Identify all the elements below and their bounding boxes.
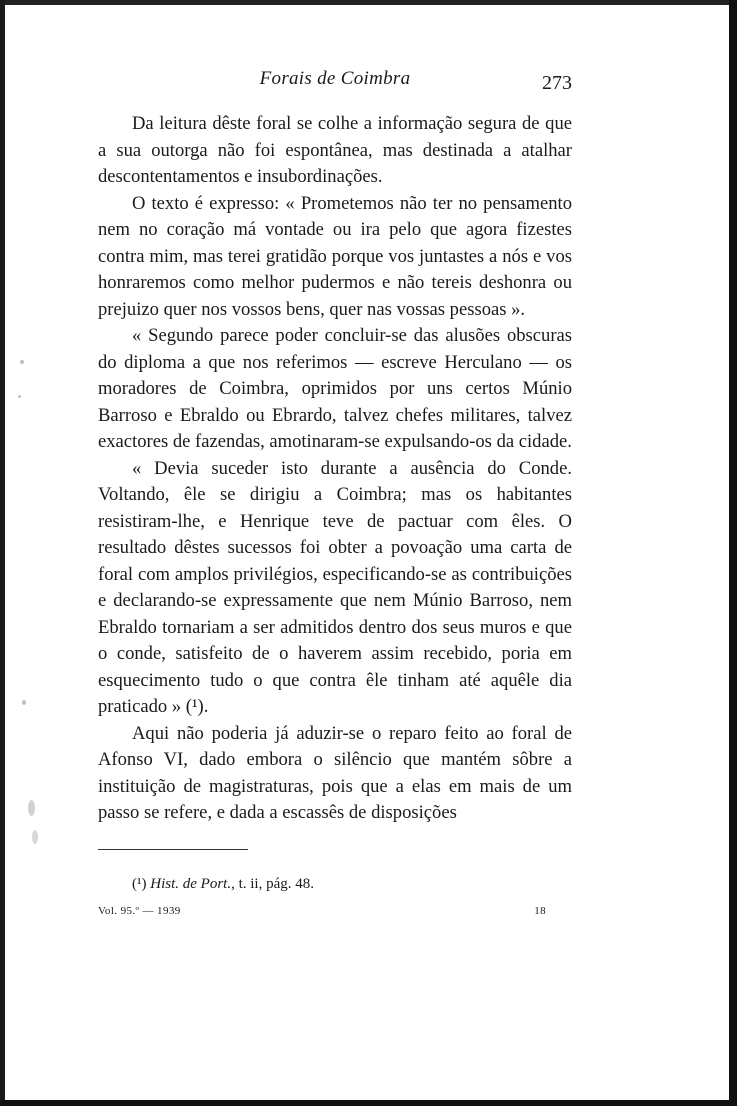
paragraph: O texto é expresso: « Prometemos não ter no pensamento nem no coração má vontade ou ira pelo que agora fizestes contra mim, mas terei gratidão porque vos juntastes a nós e vos honraremos como melhor pudermos e não tereis deshonra ou prejuizo quer nos vossos bens, quer nas vossas pessoas ». bbox=[98, 192, 572, 320]
footnote-reference: t. ii, pág. 48. bbox=[238, 875, 315, 892]
footnote-work-title: Hist. de Port., bbox=[150, 875, 235, 892]
footnote-rule bbox=[98, 849, 248, 850]
paragraph: Da leitura dêste foral se colhe a informação segura de que a sua outorga não foi espontânea, mas destinada a atalhar descontentamentos e insubordinações. bbox=[98, 113, 572, 187]
sheet-signature: 18 bbox=[534, 904, 546, 917]
body-text bbox=[98, 111, 572, 827]
scan-specks bbox=[14, 300, 44, 860]
page-header bbox=[98, 60, 572, 100]
page-number: 273 bbox=[542, 72, 572, 94]
book-page bbox=[98, 60, 572, 921]
footnote bbox=[98, 876, 572, 893]
paragraph: « Segundo parece poder concluir-se das alusões obscuras do diploma a que nos referimos — escreve Herculano — os moradores de Coimbra, oprimidos por uns certos Múnio Barroso e Ebraldo ou Ebrardo, talvez chefes militares, talvez exactores de fazendas, amotinaram-se expulsando-os da cidade. bbox=[98, 325, 572, 452]
running-title: Forais de Coimbra bbox=[259, 68, 411, 89]
volume-signature: Vol. 95.º — 1939 bbox=[98, 904, 181, 917]
scan-border-right bbox=[729, 0, 737, 1106]
paragraph: Aqui não poderia já aduzir-se o reparo feito ao foral de Afonso VI, dado embora o silêncio que mantém sôbre a instituição de magistraturas, pois que a elas em mais de um passo se refere, e dada a escassês de disposições bbox=[98, 722, 572, 823]
printer-signature-line bbox=[98, 905, 572, 921]
scan-border-left bbox=[0, 0, 5, 1106]
paragraph: « Devia suceder isto durante a ausência do Conde. Voltando, êle se dirigiu a Coimbra; mas os habitantes resistiram-lhe, e Henrique teve de pactuar com êles. O resultado dêstes sucessos foi obter a povoação uma carta de foral com amplos privilégios, especificando-se as contribuições e declarando-se expressamente que nem Múnio Barroso, nem Ebraldo tornariam a ser admitidos dentro dos seus muros e que o conde, satisfeito de o haverem assim recebido, poria em esquecimento tudo o que contra êle tinham até aquêle dia praticado » (¹). bbox=[98, 457, 572, 717]
scan-border-top bbox=[0, 0, 737, 5]
scan-border-bottom bbox=[0, 1100, 737, 1106]
footnote-marker: (¹) bbox=[132, 875, 147, 892]
